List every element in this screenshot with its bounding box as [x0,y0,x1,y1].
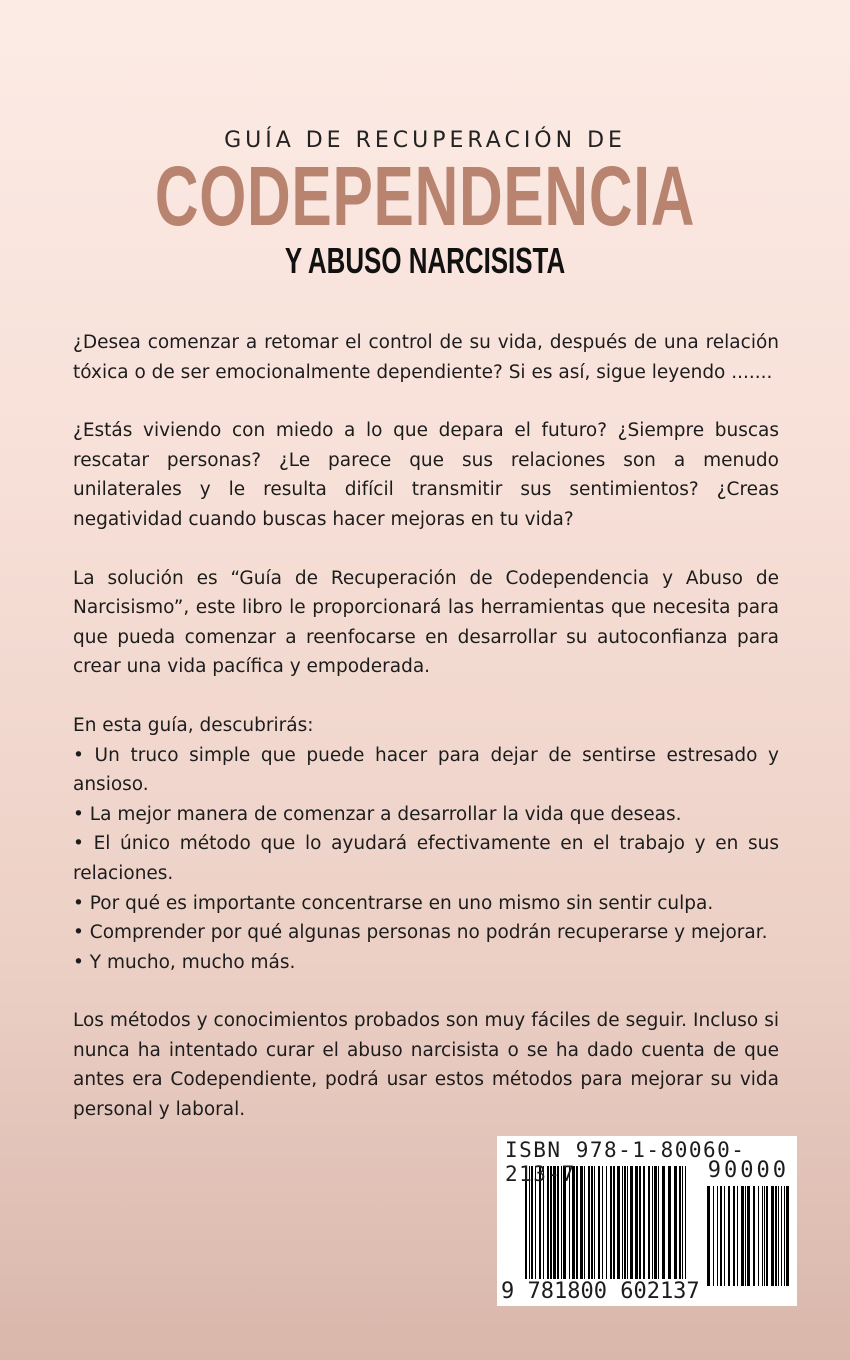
barcode-bar [720,1186,722,1286]
list-item: • Un truco simple que puede hacer para dejar de sentirse estresado y ansioso. [73,744,779,796]
barcode-bar [741,1186,744,1286]
barcode-bar [728,1186,730,1286]
paragraph-closing: Los métodos y conocimientos probados son muy fáciles de seguir. Incluso si nunca ha intentado curar el abuso narcisista o se ha dado cuenta de que antes era Codependiente, podrá usar estos métodos para mejorar su vida personal y laboral. [73,1010,779,1121]
isbn-text: ISBN 978-1-80060-213-7 [505,1138,746,1186]
barcode-bar [766,1186,768,1286]
barcode-bar [771,1186,774,1286]
ean-number: 9 781800 602137 [501,1279,700,1304]
barcode-bar [781,1186,782,1286]
barcode-bar [717,1186,718,1286]
barcode-addon: 90000 [707,1158,789,1183]
barcode-bar [707,1186,710,1286]
title-subtitle: Y ABUSO NARCISISTA [284,240,566,281]
barcode-bar [784,1186,785,1286]
list-item: • Y mucho, mucho más. [73,951,296,973]
title-main: CODEPENDENCIA [154,149,696,243]
barcode-bar [733,1186,735,1286]
paragraph-solution: La solución es “Guía de Recuperación de Codependencia y Abuso de Narcisismo”, este libro le proporcionará las herramientas que necesita para que pueda comenzar a reenfocarse en desarrollar su autoconfianza para crear una vida pacífica y empoderada. [73,567,779,678]
paragraph-questions: ¿Estás viviendo con miedo a lo que depara el futuro? ¿Siempre buscas rescatar personas? ¿Le parece que sus relaciones son a menudo unilaterales y le resulta difícil transmitir sus sentimientos? ¿Creas negatividad cuando buscas hacer mejoras en tu vida? [73,420,779,530]
list-intro: En esta guía, descubrirás: [73,714,314,736]
barcode-bar [724,1186,725,1286]
list-item: • Por qué es importante concentrarse en uno mismo sin sentir culpa. [73,892,714,914]
barcode-bar [747,1186,750,1286]
list-item: • La mejor manera de comenzar a desarrollar la vida que deseas. [73,803,682,825]
benefit-list [73,741,779,978]
isbn-barcode [497,1136,797,1306]
barcode-bar [753,1186,755,1286]
barcode-bar [737,1186,738,1286]
list-item: • El único método que lo ayudará efectivamente en el trabajo y en sus relaciones. [73,833,779,884]
paragraph-intro: ¿Desea comenzar a retomar el control de su vida, después de una relación tóxica o de ser emocionalmente dependiente? Si es así, sigue leyendo ....... [73,332,779,383]
title-prefix: GUÍA DE RECUPERACIÓN DE [224,128,626,153]
barcode-bar [745,1186,746,1286]
barcode-bar [786,1186,789,1286]
barcode-bar [758,1186,759,1286]
barcode-bar [778,1186,779,1286]
blurb [73,328,779,1154]
barcode-bar [775,1186,777,1286]
list-item: • Comprender por qué algunas personas no podrán recuperarse y mejorar. [73,922,768,944]
barcode-bar [762,1186,763,1286]
barcode-bar [764,1186,765,1286]
barcode-bar [713,1186,714,1286]
